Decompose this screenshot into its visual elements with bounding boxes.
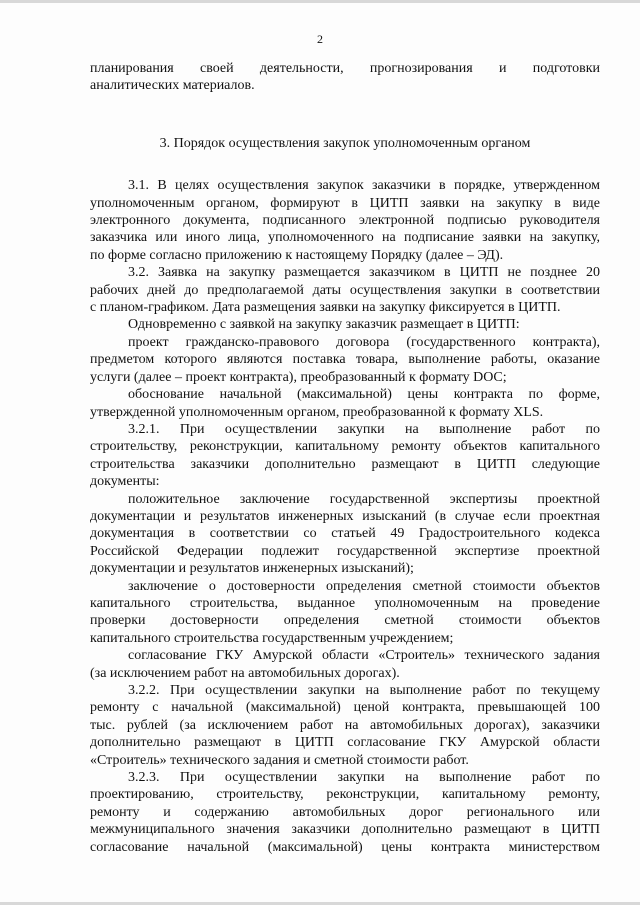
text-line: заказчика или иного лица, уполномоченного на подписание заявки на закупку, bbox=[90, 230, 600, 246]
paragraph-contract-draft bbox=[90, 334, 600, 386]
text-line: согласование начальной (максимальной) цены контракта министерством bbox=[90, 839, 600, 855]
scan-top-edge bbox=[0, 0, 640, 3]
text-line: документации и результатов инженерных изысканий); bbox=[90, 561, 414, 577]
text-line: услуги (далее – проект контракта), преобразованный к формату DOC; bbox=[90, 369, 507, 385]
text-line: 3.2.3. При осуществлении закупки на выполнение работ по bbox=[128, 770, 600, 786]
text-line: 3.2. Заявка на закупку размещается заказчиком в ЦИТП не позднее 20 bbox=[128, 265, 600, 281]
text-line: ремонту и содержанию автомобильных дорог регионального или bbox=[90, 804, 600, 820]
paragraph-3-1 bbox=[90, 177, 600, 264]
paragraph-3-2-3 bbox=[90, 769, 600, 856]
text-line: дополнительно размещают в ЦИТП согласование ГКУ Амурской области bbox=[90, 735, 600, 751]
text-line: 3.1. В целях осуществления закупок заказчики в порядке, утвержденном bbox=[128, 178, 600, 194]
text-line: по форме согласно приложению к настоящему Порядку (далее – ЭД). bbox=[90, 247, 504, 263]
text-line: утвержденной уполномоченным органом, преобразованной к формату XLS. bbox=[90, 404, 544, 420]
text-line: документации и результатов инженерных изысканий (в случае если проектная bbox=[90, 508, 600, 524]
paragraph-cost-verification bbox=[90, 578, 600, 648]
text-line: проект гражданско-правового договора (государственного контракта), bbox=[128, 334, 600, 350]
text-line: ремонту с начальной (максимальной) ценой контракта, превышающей 100 bbox=[90, 700, 600, 716]
text-line: положительное заключение государственной экспертизы проектной bbox=[128, 491, 600, 507]
text-line: строительству, реконструкции, капитальному ремонту объектов капитального bbox=[90, 439, 600, 455]
text-line: предметом которого являются поставка товара, выполнение работы, оказание bbox=[90, 352, 600, 368]
text-line: проверки достоверности определения сметной стоимости объектов bbox=[90, 613, 600, 629]
text-line: проектированию, строительству, реконструкции, капитальному ремонту, bbox=[90, 787, 600, 803]
text-line: межмуниципального значения заказчики дополнительно размещают в ЦИТП bbox=[90, 822, 600, 838]
paragraph-price-justification bbox=[90, 386, 600, 421]
text-line: документы: bbox=[90, 474, 160, 490]
paragraph-3-2-1 bbox=[90, 421, 600, 491]
section-title: 3. Порядок осуществления закупок уполномоченным органом bbox=[159, 135, 531, 151]
paragraph-3-2 bbox=[90, 264, 600, 316]
text-line: электронного документа, подписанного электронной подписью руководителя bbox=[90, 213, 600, 229]
paragraph-simultaneous bbox=[90, 316, 600, 333]
text-line: уполномоченным органом, формируют в ЦИТП заявки на закупку в виде bbox=[90, 195, 600, 211]
text-line: 3.2.2. При осуществлении закупки на выполнение работ по текущему bbox=[128, 683, 600, 698]
text-line: документация в соответствии со статьей 49 Градостроительного кодекса bbox=[90, 526, 600, 542]
text-line: Российской Федерации подлежит государственной экспертизе проектной bbox=[90, 543, 600, 559]
text-line: обоснование начальной (максимальной) цены контракта по форме, bbox=[128, 387, 600, 403]
paragraph-stroitel-approval bbox=[90, 647, 600, 682]
continuation-line: планирования своей деятельности, прогнозирования и подготовки bbox=[90, 61, 600, 76]
text-line: капитального строительства государственным учреждением; bbox=[90, 630, 454, 646]
text-line: тыс. рублей (за исключением работ на автомобильных дорогах), заказчики bbox=[90, 717, 600, 733]
document-body bbox=[90, 60, 600, 856]
text-line: заключение о достоверности определения сметной стоимости объектов bbox=[128, 578, 600, 594]
continuation-line: аналитических материалов. bbox=[90, 78, 255, 94]
text-line: (за исключением работ на автомобильных дорогах). bbox=[90, 665, 400, 681]
text-line: капитального строительства, выданное уполномоченным на проведение bbox=[90, 595, 600, 611]
page-number: 2 bbox=[317, 32, 323, 46]
paragraph-3-2-2 bbox=[90, 682, 600, 769]
text-line: строительства заказчики дополнительно размещают в ЦИТП следующие bbox=[90, 456, 600, 472]
text-line: Одновременно с заявкой на закупку заказчик размещает в ЦИТП: bbox=[128, 317, 520, 333]
text-line: с планом-графиком. Дата размещения заявки на закупку фиксируется в ЦИТП. bbox=[90, 300, 561, 316]
text-line: «Строитель» технического задания и сметной стоимости работ. bbox=[90, 752, 469, 768]
text-line: 3.2.1. При осуществлении закупки на выполнение работ по bbox=[128, 421, 600, 437]
paragraph-expertise bbox=[90, 491, 600, 578]
text-line: согласование ГКУ Амурской области «Строитель» технического задания bbox=[128, 648, 600, 664]
text-line: рабочих дней до предполагаемой даты осуществления закупки в соответствии bbox=[90, 282, 600, 298]
